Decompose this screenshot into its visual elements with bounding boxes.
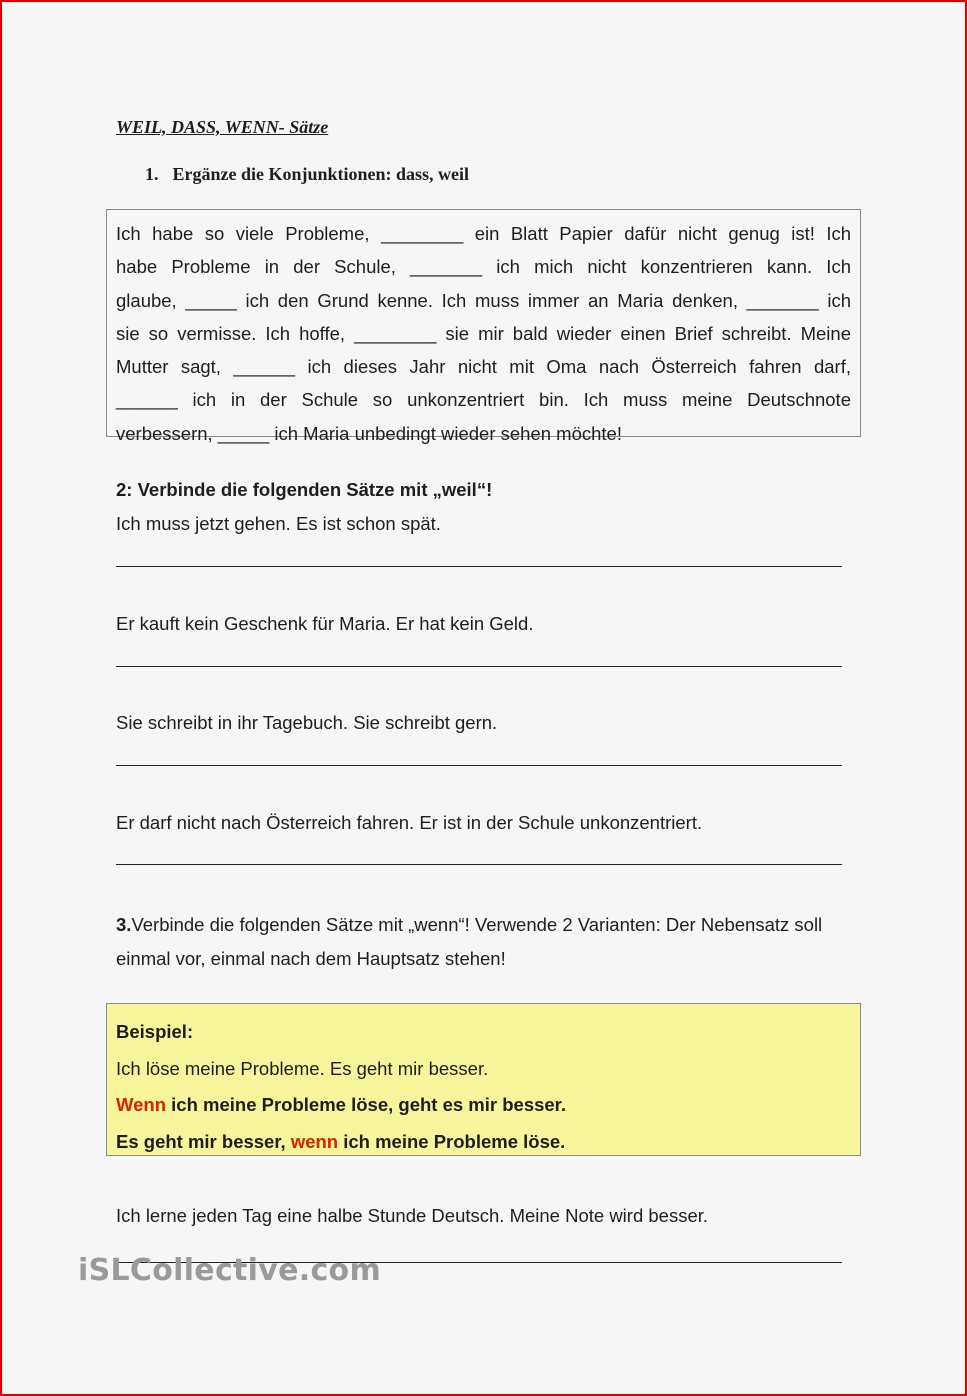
task1-heading — [145, 164, 469, 185]
task2-sentence-2: Er kauft kein Geschenk für Maria. Er hat kein Geld. — [116, 613, 534, 634]
answer-line-4 — [116, 864, 842, 865]
task3-instructions — [116, 908, 846, 975]
task1-number: 1. — [145, 164, 159, 184]
variant-2-start: Es geht mir besser, — [116, 1130, 291, 1152]
variant-1-rest: ich meine Probleme löse, geht es mir besser. — [166, 1094, 567, 1115]
example-variant-1 — [116, 1087, 850, 1124]
watermark-logo: iSLCollective.com — [78, 1253, 382, 1288]
task2-sentence-4: Er darf nicht nach Österreich fahren. Er ist in der Schule unkonzentriert. — [116, 812, 703, 833]
example-label: Beispiel: — [116, 1021, 194, 1042]
keyword-wenn: Wenn — [116, 1094, 167, 1115]
answer-line-3 — [116, 765, 842, 766]
example-box — [106, 1003, 861, 1156]
answer-line-2 — [116, 666, 842, 667]
task1-line-1: Ich habe so viele Probleme, ________ ein Blatt Papier dafür nicht genug ist! Ich — [116, 223, 851, 244]
task2-heading: 2: Verbinde die folgenden Sätze mit „weil“! — [116, 479, 493, 500]
task1-heading-text: Ergänze die Konjunktionen: dass, weil — [172, 164, 470, 184]
variant-2-rest: ich meine Probleme löse. — [338, 1130, 566, 1152]
keyword-wenn-lower: wenn — [290, 1130, 339, 1152]
task1-line-5: Mutter sagt, ______ ich dieses Jahr nicht mit Oma nach Österreich fahren darf, — [116, 356, 851, 378]
task1-text-box — [106, 209, 861, 444]
task2-sentence-3: Sie schreibt in ihr Tagebuch. Sie schreibt gern. — [116, 712, 498, 733]
task1-line-6: ______ ich in der Schule so unkonzentriert bin. Ich muss meine Deutschnote — [116, 389, 851, 411]
example-variant-2 — [116, 1124, 850, 1161]
answer-line-1 — [116, 566, 842, 567]
task1-line-7: verbessern, _____ ich Maria unbedingt wieder sehen möchte! — [116, 422, 622, 444]
task3-text: Verbinde die folgenden Sätze mit „wenn“! Verwende 2 Varianten: Der Nebensatz soll einmal vor, einmal nach dem Hauptsatz stehen! — [116, 914, 823, 969]
worksheet-title: WEIL, DASS, WENN- Sätze — [116, 117, 329, 137]
task3-sentence-1: Ich lerne jeden Tag eine halbe Stunde Deutsch. Meine Note wird besser. — [116, 1205, 709, 1226]
task1-line-3: glaube, _____ ich den Grund kenne. Ich muss immer an Maria denken, _______ ich — [116, 289, 851, 311]
task3-number: 3. — [116, 914, 132, 935]
example-sentence: Ich löse meine Probleme. Es geht mir besser. — [116, 1057, 489, 1079]
task1-line-4: sie so vermisse. Ich hoffe, ________ sie mir bald wieder einen Brief schreibt. Meine — [116, 322, 851, 344]
task1-line-2: habe Probleme in der Schule, _______ ich mich nicht konzentrieren kann. Ich — [116, 256, 851, 278]
task2-sentence-1: Ich muss jetzt gehen. Es ist schon spät. — [116, 513, 441, 534]
